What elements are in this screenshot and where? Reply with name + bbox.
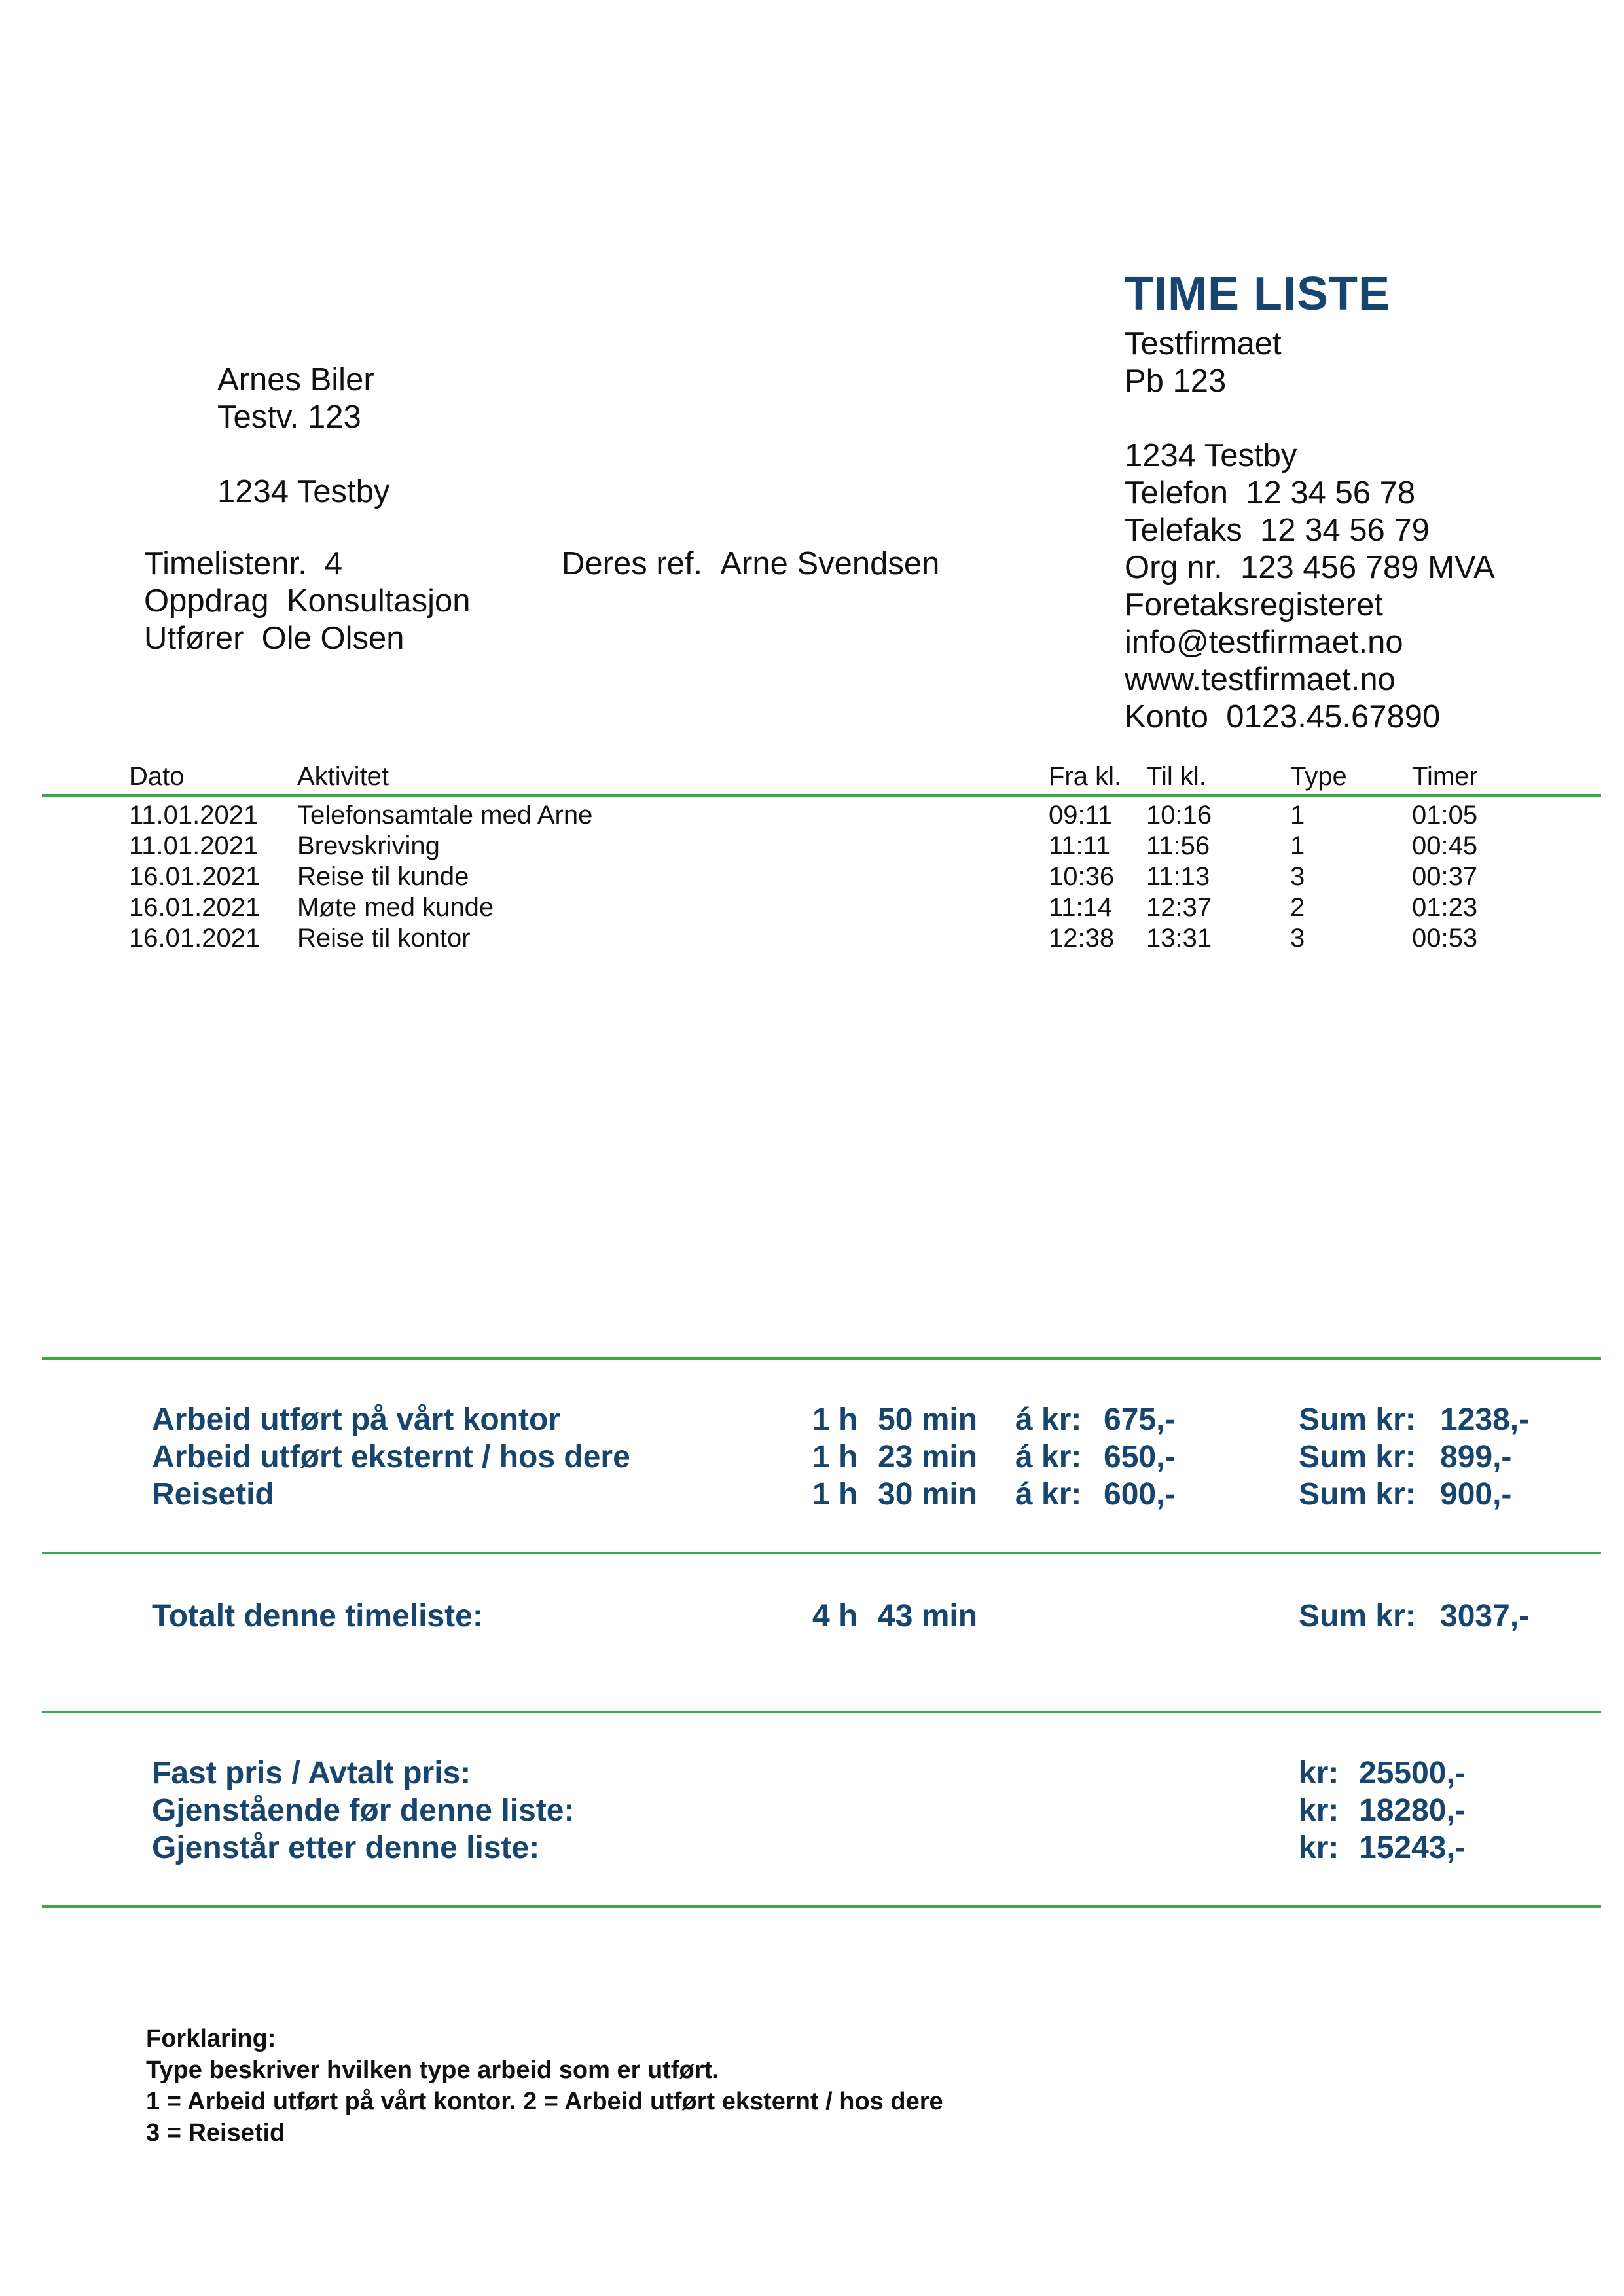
org-value: 123 456 789 MVA xyxy=(1240,550,1495,585)
table-row: 01:05 xyxy=(1412,801,1478,829)
company-email: info@testfirmaet.no xyxy=(1125,625,1403,660)
company-box: Pb 123 xyxy=(1125,363,1227,399)
performer-row xyxy=(144,620,471,657)
rate-value: 650,- xyxy=(1104,1440,1176,1474)
summary-divider-middle xyxy=(42,1552,1601,1554)
hours-value: 1 xyxy=(812,1477,830,1512)
price-labels xyxy=(152,1755,574,1867)
hours-value: 1 xyxy=(812,1402,830,1437)
fixed-price-label: Fast pris / Avtalt pris: xyxy=(152,1756,471,1791)
table-header-divider xyxy=(42,794,1601,797)
summary-rates xyxy=(1104,1401,1175,1513)
table-row: Reise til kontor xyxy=(297,924,471,953)
summary-minutes xyxy=(878,1401,977,1513)
sum-value: 1238,- xyxy=(1440,1402,1530,1437)
date-column xyxy=(129,800,260,954)
rate-label: á kr: xyxy=(1015,1440,1082,1474)
header-hours: Timer xyxy=(1412,762,1478,791)
table-row: 3 xyxy=(1290,924,1305,953)
remaining-after-label: Gjenstår etter denne liste: xyxy=(152,1831,540,1865)
table-row: Brevskriving xyxy=(297,831,440,860)
price-kr-labels xyxy=(1299,1755,1339,1867)
summary-label-external: Arbeid utført eksternt / hos dere xyxy=(152,1440,630,1474)
table-row: 11:56 xyxy=(1146,831,1210,860)
hours-unit: h xyxy=(839,1440,858,1474)
sum-value: 899,- xyxy=(1440,1440,1512,1474)
hours-unit: h xyxy=(839,1599,858,1633)
rate-value: 675,- xyxy=(1104,1402,1176,1437)
customer-postal: 1234 Testby xyxy=(217,474,390,509)
hours-value: 4 xyxy=(812,1599,830,1633)
total-sum-label: Sum kr: xyxy=(1299,1599,1416,1633)
from-column xyxy=(1049,800,1114,954)
price-values xyxy=(1359,1755,1466,1867)
type-column xyxy=(1290,800,1305,954)
company-register: Foretaksregisteret xyxy=(1125,587,1383,623)
company-info xyxy=(1125,325,1495,736)
customer-street: Testv. 123 xyxy=(217,399,361,435)
rate-value: 600,- xyxy=(1104,1477,1176,1512)
header-from: Fra kl. xyxy=(1049,762,1122,791)
performer-value: Ole Olsen xyxy=(261,621,405,656)
fax-value: 12 34 56 79 xyxy=(1260,513,1430,548)
remaining-before-value: 18280,- xyxy=(1359,1793,1466,1828)
sum-label: Sum kr: xyxy=(1299,1477,1416,1512)
summary-labels xyxy=(152,1401,630,1513)
list-number-value: 4 xyxy=(324,546,343,581)
hours-unit: h xyxy=(839,1402,858,1437)
minutes-unit: min xyxy=(921,1402,978,1437)
minutes-value: 43 xyxy=(878,1599,913,1633)
summary-sum-labels xyxy=(1299,1401,1416,1513)
performer-label: Utfører xyxy=(144,621,244,656)
assignment-label: Oppdrag xyxy=(144,583,269,619)
table-row: 09:11 xyxy=(1049,801,1113,829)
total-hours xyxy=(812,1597,857,1635)
account-value: 0123.45.67890 xyxy=(1226,699,1441,735)
document-title: TIME LISTE xyxy=(1125,268,1390,320)
summary-divider-top xyxy=(42,1357,1601,1360)
price-divider-bottom xyxy=(42,1905,1601,1908)
customer-address xyxy=(217,361,389,511)
rate-label: á kr: xyxy=(1015,1402,1082,1437)
table-row: 10:36 xyxy=(1049,862,1115,891)
minutes-value: 50 xyxy=(878,1402,913,1437)
minutes-value: 23 xyxy=(878,1440,913,1474)
hours-column xyxy=(1412,800,1477,954)
customer-name: Arnes Biler xyxy=(217,362,374,397)
summary-label-office: Arbeid utført på vårt kontor xyxy=(152,1402,561,1437)
phone-label: Telefon xyxy=(1125,475,1229,511)
table-row: 11.01.2021 xyxy=(129,831,259,860)
summary-label-travel: Reisetid xyxy=(152,1477,274,1512)
table-row: 3 xyxy=(1290,862,1305,891)
total-sum-value: 3037,- xyxy=(1440,1599,1530,1633)
header-date: Dato xyxy=(129,762,185,791)
list-number-label: Timelistenr. xyxy=(144,546,307,581)
remaining-after-value: 15243,- xyxy=(1359,1831,1466,1865)
table-row: Telefonsamtale med Arne xyxy=(297,801,593,829)
sum-value: 900,- xyxy=(1440,1477,1512,1512)
kr-label: kr: xyxy=(1299,1756,1339,1791)
remaining-before-label: Gjenstående før denne liste: xyxy=(152,1793,575,1828)
sum-label: Sum kr: xyxy=(1299,1402,1416,1437)
table-row: 00:53 xyxy=(1412,924,1478,953)
hours-unit: h xyxy=(839,1477,858,1512)
fixed-price-value: 25500,- xyxy=(1359,1756,1466,1791)
company-website: www.testfirmaet.no xyxy=(1125,662,1396,697)
explanation-title: Forklaring: xyxy=(146,2025,276,2052)
list-number-row xyxy=(144,545,471,583)
table-row: 01:23 xyxy=(1412,893,1478,922)
table-row: 11.01.2021 xyxy=(129,801,259,829)
explanation-line: 3 = Reisetid xyxy=(146,2119,285,2147)
company-account-row xyxy=(1125,699,1495,736)
header-type: Type xyxy=(1290,762,1347,791)
table-row: 11:14 xyxy=(1049,893,1113,922)
table-row: 11:11 xyxy=(1049,831,1111,860)
minutes-unit: min xyxy=(921,1599,978,1633)
table-row: 00:37 xyxy=(1412,862,1478,891)
total-minutes xyxy=(878,1597,977,1635)
summary-hours xyxy=(812,1401,857,1513)
to-column xyxy=(1146,800,1212,954)
company-org-row xyxy=(1125,549,1495,587)
explanation-line: Type beskriver hvilken type arbeid som er utført. xyxy=(146,2056,719,2084)
fax-label: Telefaks xyxy=(1125,513,1242,548)
summary-sums xyxy=(1440,1401,1529,1513)
hours-value: 1 xyxy=(812,1440,830,1474)
table-row: 00:45 xyxy=(1412,831,1478,860)
assignment-value: Konsultasjon xyxy=(286,583,471,619)
table-row: 16.01.2021 xyxy=(129,893,261,922)
table-row: Reise til kunde xyxy=(297,862,469,891)
table-row: 1 xyxy=(1290,801,1305,829)
table-row: Møte med kunde xyxy=(297,893,494,922)
rate-label: á kr: xyxy=(1015,1477,1082,1512)
phone-value: 12 34 56 78 xyxy=(1246,475,1416,511)
summary-rate-labels xyxy=(1015,1401,1081,1513)
reference-row xyxy=(562,545,939,583)
explanation xyxy=(146,2023,943,2149)
account-label: Konto xyxy=(1125,699,1209,735)
company-phone-row xyxy=(1125,475,1495,512)
total-label: Totalt denne timeliste: xyxy=(152,1599,483,1633)
org-label: Org nr. xyxy=(1125,550,1223,585)
table-row: 12:37 xyxy=(1146,893,1212,922)
table-row: 11:13 xyxy=(1146,862,1210,891)
sum-label: Sum kr: xyxy=(1299,1440,1416,1474)
table-row: 10:16 xyxy=(1146,801,1212,829)
minutes-value: 30 xyxy=(878,1477,913,1512)
table-row: 2 xyxy=(1290,893,1305,922)
company-fax-row xyxy=(1125,512,1495,549)
company-name: Testfirmaet xyxy=(1125,326,1282,361)
reference-value: Arne Svendsen xyxy=(720,546,940,581)
kr-label: kr: xyxy=(1299,1831,1339,1865)
explanation-line: 1 = Arbeid utført på vårt kontor. 2 = Arbeid utført eksternt / hos dere xyxy=(146,2088,943,2115)
reference-label: Deres ref. xyxy=(562,546,703,581)
sheet-info xyxy=(144,545,471,657)
price-divider-top xyxy=(42,1711,1601,1713)
minutes-unit: min xyxy=(921,1477,978,1512)
company-postal: 1234 Testby xyxy=(1125,438,1297,473)
table-row: 12:38 xyxy=(1049,924,1115,953)
table-row: 16.01.2021 xyxy=(129,924,261,953)
header-activity: Aktivitet xyxy=(297,762,389,791)
activity-column xyxy=(297,800,592,954)
table-row: 16.01.2021 xyxy=(129,862,261,891)
table-row: 13:31 xyxy=(1146,924,1212,953)
kr-label: kr: xyxy=(1299,1793,1339,1828)
assignment-row xyxy=(144,583,471,620)
minutes-unit: min xyxy=(921,1440,978,1474)
header-to: Til kl. xyxy=(1146,762,1206,791)
table-row: 1 xyxy=(1290,831,1305,860)
